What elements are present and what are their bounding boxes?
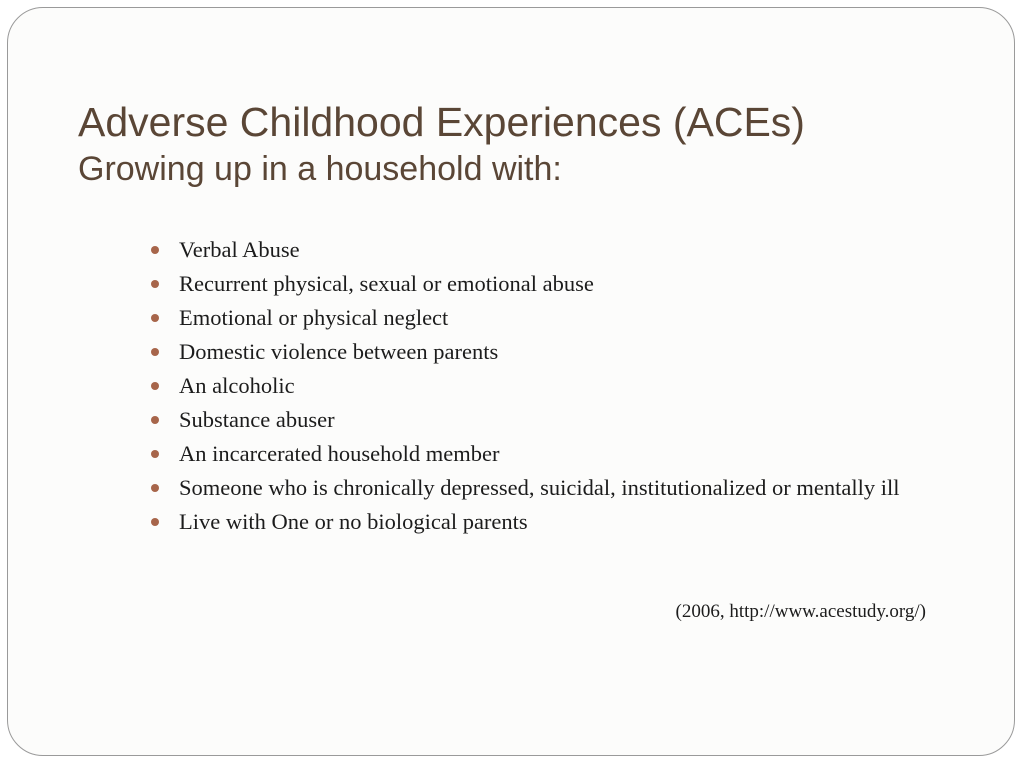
title-main: Adverse Childhood Experiences (ACEs)	[78, 99, 805, 145]
bullet-text: Recurrent physical, sexual or emotional abuse	[179, 271, 594, 296]
bullet-item	[148, 406, 928, 433]
bullet-dot-icon	[151, 484, 159, 492]
bullet-dot-icon	[151, 416, 159, 424]
bullet-item	[148, 508, 928, 535]
bullet-text: An incarcerated household member	[179, 441, 500, 466]
bullet-item	[148, 440, 928, 467]
bullet-dot-icon	[151, 314, 159, 322]
slide	[7, 7, 1015, 756]
bullet-dot-icon	[151, 382, 159, 390]
citation: (2006, http://www.acestudy.org/)	[675, 601, 926, 622]
bullet-item	[148, 270, 928, 297]
bullet-dot-icon	[151, 280, 159, 288]
bullet-dot-icon	[151, 348, 159, 356]
bullet-item	[148, 372, 928, 399]
bullet-text: Domestic violence between parents	[179, 339, 499, 364]
bullet-item	[148, 304, 928, 331]
bullet-dot-icon	[151, 518, 159, 526]
bullet-text: Someone who is chronically depressed, suicidal, institutionalized or mentally ill	[179, 475, 900, 500]
bullet-item	[148, 474, 928, 501]
bullet-item	[148, 338, 928, 365]
bullet-text: Substance abuser	[179, 407, 335, 432]
bullet-text: An alcoholic	[179, 373, 295, 398]
bullet-list	[148, 236, 928, 542]
bullet-dot-icon	[151, 450, 159, 458]
bullet-text: Verbal Abuse	[179, 237, 300, 262]
title-subtitle: Growing up in a household with:	[78, 150, 562, 188]
bullet-text: Live with One or no biological parents	[179, 509, 528, 534]
bullet-dot-icon	[151, 246, 159, 254]
bullet-text: Emotional or physical neglect	[179, 305, 449, 330]
slide-title	[78, 96, 978, 190]
bullet-item	[148, 236, 928, 263]
